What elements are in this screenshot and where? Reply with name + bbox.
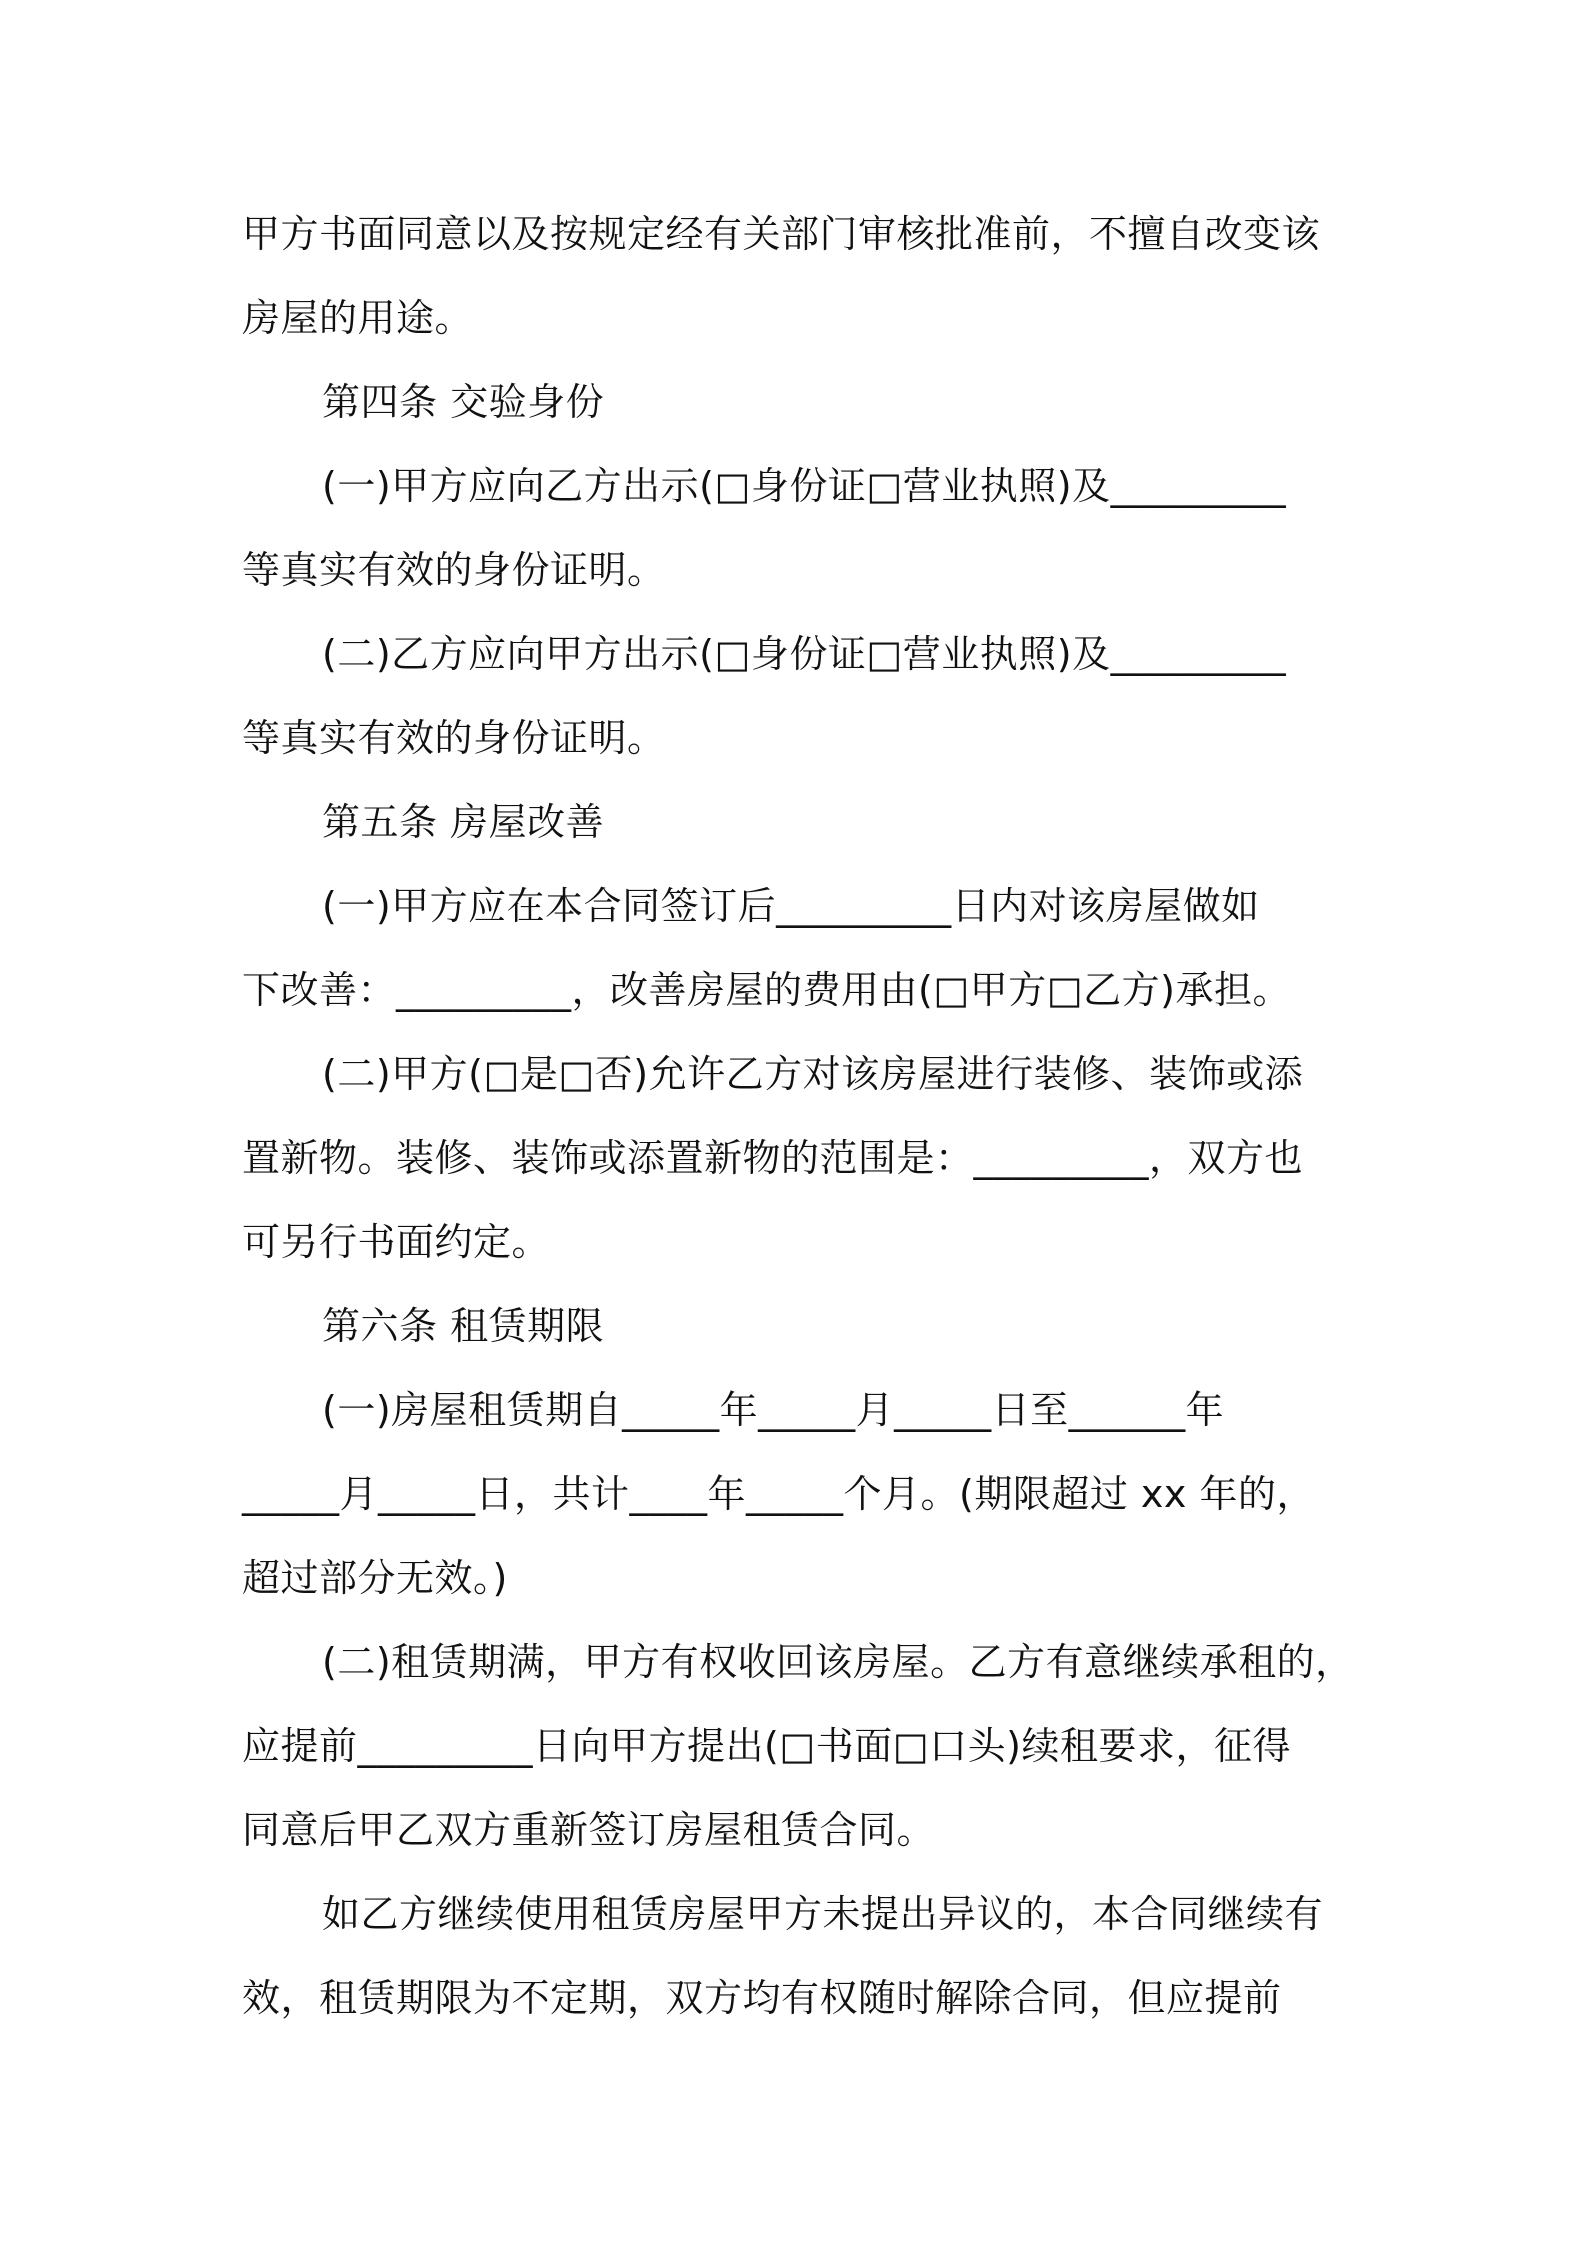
paragraph-line: (二)租赁期满，甲方有权收回该房屋。乙方有意继续承租的， [322,1640,1354,1684]
article-heading: 第五条 房屋改善 [322,800,605,844]
paragraph-line: (一)甲方应向乙方出示(□身份证□营业执照)及_________ [322,464,1287,508]
paragraph-line: 下改善：_________，改善房屋的费用由(□甲方□乙方)承担。 [242,968,1291,1012]
paragraph-line: 甲方书面同意以及按规定经有关部门审核批准前，不擅自改变该 [242,212,1321,256]
paragraph-line: 同意后甲乙双方重新签订房屋租赁合同。 [242,1808,936,1852]
paragraph-line: 效，租赁期限为不定期，双方均有权随时解除合同，但应提前 [242,1976,1282,2020]
paragraph-line: 置新物。装修、装饰或添置新物的范围是：_________，双方也 [242,1136,1304,1180]
paragraph-line: 超过部分无效。) [242,1556,508,1600]
article-heading: 第四条 交验身份 [322,380,605,424]
article-heading: 第六条 租赁期限 [322,1304,605,1348]
paragraph-line: (二)甲方(□是□否)允许乙方对该房屋进行装修、装饰或添 [322,1052,1304,1096]
paragraph-line: (一)房屋租赁期自_____年_____月_____日至______年 [322,1388,1225,1432]
paragraph-line: 应提前_________日向甲方提出(□书面□口头)续租要求，征得 [242,1724,1291,1768]
paragraph-line: (一)甲方应在本合同签订后_________日内对该房屋做如 [322,884,1260,928]
paragraph-line: 等真实有效的身份证明。 [242,548,666,592]
document-body [242,192,1364,2040]
paragraph-line: _____月_____日，共计____年_____个月。(期限超过 xx 年的， [242,1472,1315,1516]
paragraph-line: (二)乙方应向甲方出示(□身份证□营业执照)及_________ [322,632,1287,676]
paragraph-line: 可另行书面约定。 [242,1220,551,1264]
paragraph-line: 等真实有效的身份证明。 [242,716,666,760]
paragraph-line: 如乙方继续使用租赁房屋甲方未提出异议的，本合同继续有 [322,1892,1324,1936]
paragraph-line: 房屋的用途。 [242,296,474,340]
